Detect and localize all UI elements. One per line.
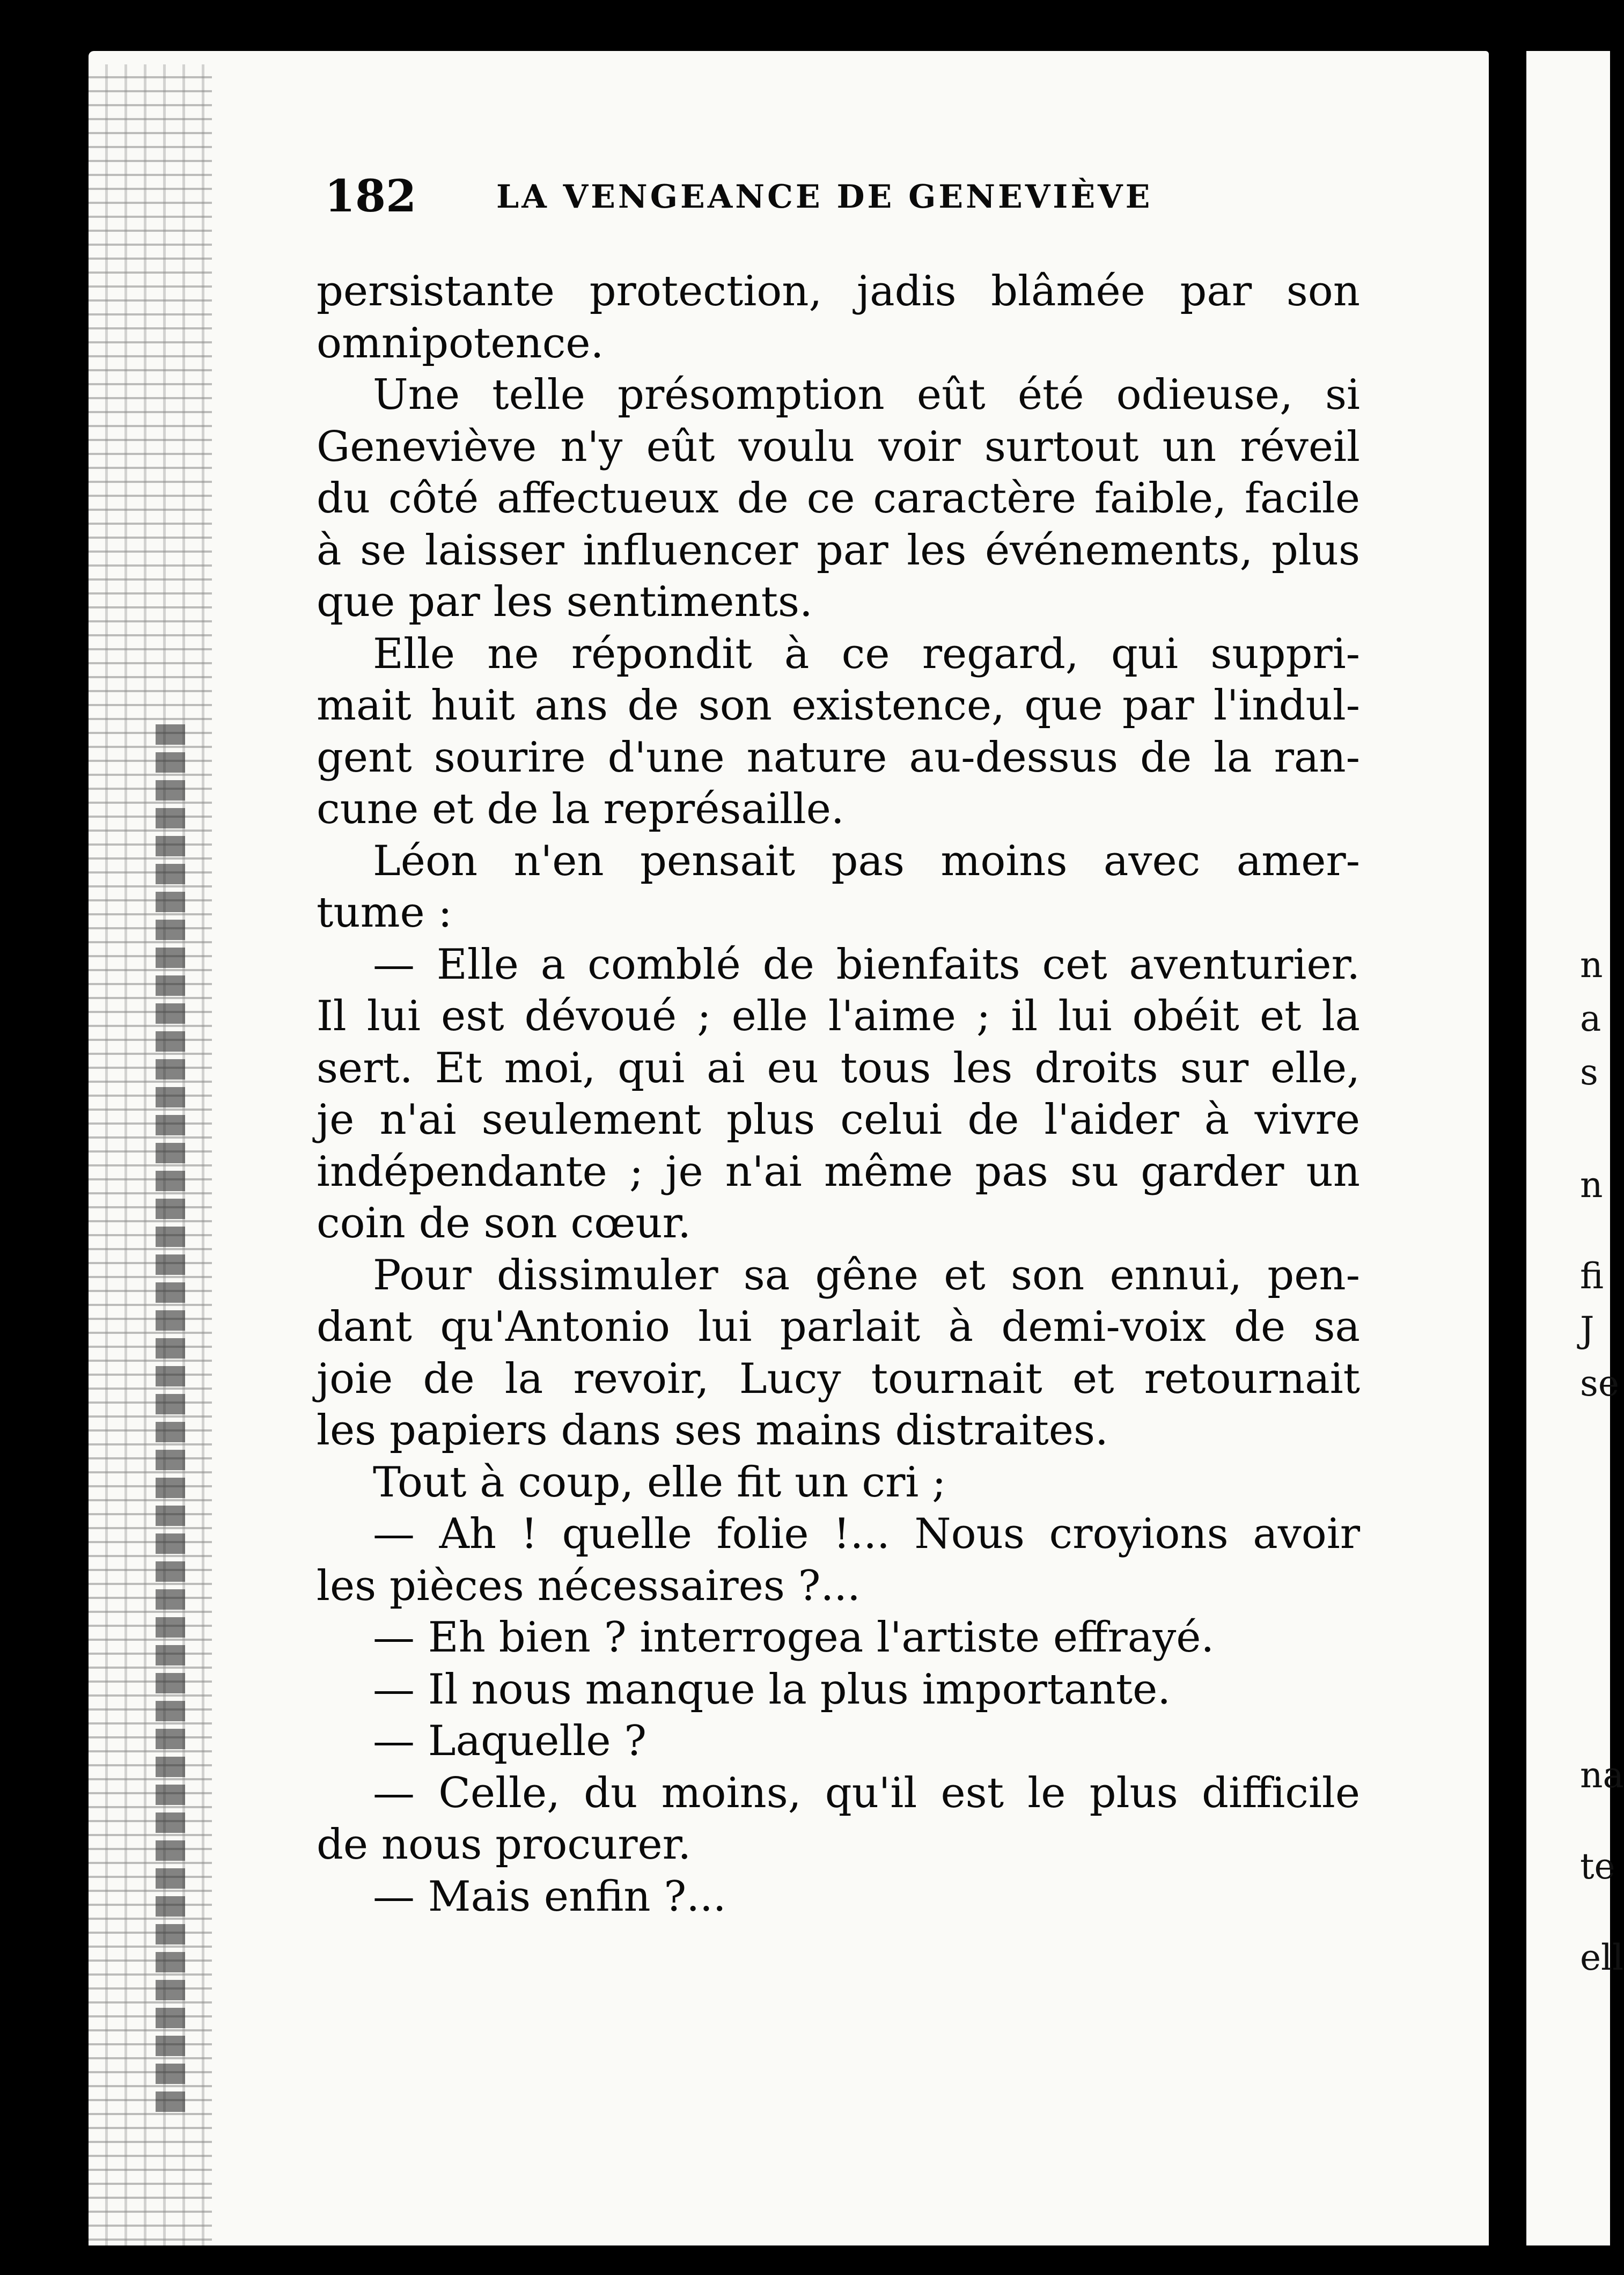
text-line: omnipotence. <box>317 319 604 368</box>
text-line: joie de la revoir, Lucy tournait et retournait <box>317 1354 1360 1403</box>
adjacent-page-fragment: J <box>1580 1309 1594 1351</box>
text-line: indépendante ; je n'ai même pas su garder un <box>317 1147 1360 1196</box>
text-line: les pièces nécessaires ?... <box>317 1561 861 1610</box>
text-line: — Eh bien ? interrogea l'artiste effrayé. <box>373 1613 1215 1662</box>
book-title: LA VENGEANCE DE GENEVIÈVE <box>496 178 1153 216</box>
text-line: tume : <box>317 889 452 937</box>
text-line: Tout à coup, elle fit un cri ; <box>373 1458 946 1507</box>
text-line: du côté affectueux de ce caractère faible, facile <box>317 474 1360 523</box>
adjacent-page-fragment: n <box>1580 1164 1603 1206</box>
text-line: Léon n'en pensait pas moins avec amer- <box>373 836 1360 885</box>
text-line: persistante protection, jadis blâmée par son <box>317 267 1360 315</box>
adjacent-page-fragment: s <box>1580 1052 1598 1093</box>
text-line: Une telle présomption eût été odieuse, si <box>373 371 1360 419</box>
text-line: — Celle, du moins, qu'il est le plus difficile <box>373 1768 1360 1817</box>
adjacent-page-fragment: se <box>1580 1363 1619 1404</box>
text-line: gent sourire d'une nature au-dessus de la ran- <box>317 733 1360 782</box>
text-line: — Laquelle ? <box>373 1717 647 1765</box>
text-line: dant qu'Antonio lui parlait à demi-voix de sa <box>317 1303 1360 1351</box>
text-line: que par les sentiments. <box>317 578 813 626</box>
adjacent-page-fragment: ell <box>1580 1937 1624 1978</box>
text-line: je n'ai seulement plus celui de l'aider à vivre <box>317 1096 1360 1144</box>
text-line: sert. Et moi, qui ai eu tous les droits sur elle, <box>317 1044 1360 1092</box>
text-line: — Ah ! quelle folie !... Nous croyions avoir <box>373 1510 1360 1558</box>
text-line: Geneviève n'y eût voulu voir surtout un réveil <box>317 422 1360 471</box>
adjacent-page-fragment: na <box>1580 1755 1624 1796</box>
running-head <box>325 171 1355 230</box>
text-line: — Il nous manque la plus importante. <box>373 1665 1171 1714</box>
binding-gutter <box>89 64 212 2248</box>
text-line: de nous procurer. <box>317 1821 692 1869</box>
text-line: à se laisser influencer par les événements, plus <box>317 526 1360 575</box>
body-text <box>317 266 1360 1922</box>
page-number: 182 <box>325 171 417 222</box>
adjacent-page-fragment: fi <box>1580 1256 1604 1297</box>
text-line: Pour dissimuler sa gêne et son ennui, pen- <box>373 1251 1360 1300</box>
text-line: cune et de la représaille. <box>317 785 844 833</box>
text-line: les papiers dans ses mains distraites. <box>317 1406 1108 1455</box>
text-line: coin de son cœur. <box>317 1199 692 1247</box>
adjacent-page-fragment: te <box>1580 1846 1615 1887</box>
adjacent-page-fragment: a <box>1580 998 1601 1039</box>
binding-shadow <box>156 724 185 2119</box>
adjacent-page-edge <box>1526 51 1610 2245</box>
text-line: Elle ne répondit à ce regard, qui suppri- <box>373 629 1360 678</box>
text-line: mait huit ans de son existence, que par l'indul- <box>317 681 1360 730</box>
text-line: — Mais enfin ?... <box>373 1872 726 1921</box>
text-line: — Elle a comblé de bienfaits cet aventurier. <box>373 940 1360 989</box>
text-line: Il lui est dévoué ; elle l'aime ; il lui obéit et la <box>317 992 1360 1040</box>
adjacent-page-fragment: n <box>1580 944 1603 986</box>
